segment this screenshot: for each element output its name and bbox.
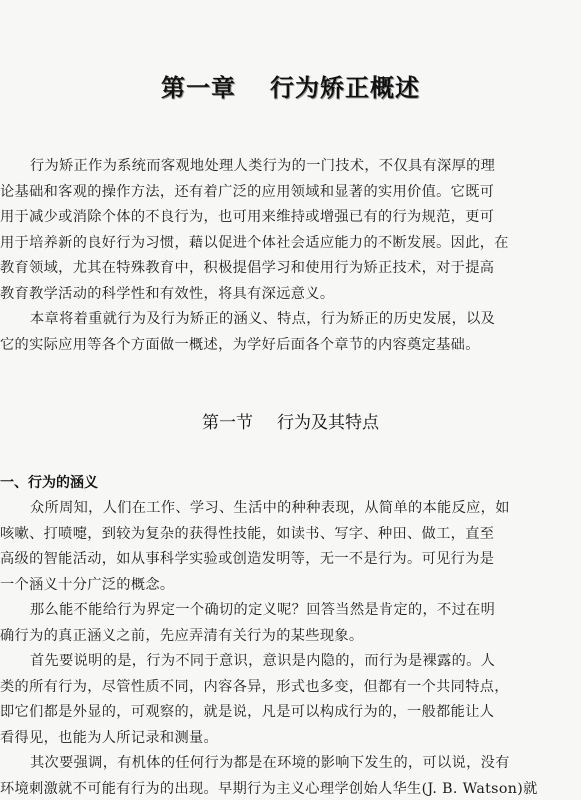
section-title (0, 408, 581, 433)
text-line: 其次要强调，有机体的任何行为都是在环境的影响下发生的，可以说，没有 (30, 755, 510, 771)
text-line: 看得见，也能为人所记录和测量。 (0, 729, 219, 746)
text-line: 众所周知，人们在工作、学习、生活中的种种表现，从简单的本能反应，如 (30, 500, 510, 516)
text-line: 行为矫正作为系统而客观地处理人类行为的一门技术，不仅具有深厚的理 (30, 158, 496, 174)
intro-paragraph-2 (0, 307, 581, 358)
subsection-title: 一、行为的涵义 (0, 475, 98, 491)
chapter-title (0, 68, 581, 103)
chapter-name: 行为矫正概述 (270, 74, 420, 102)
body-paragraph-2 (0, 598, 581, 649)
text-line: 咳嗽、打喷嚏，到较为复杂的获得性技能，如读书、写字、种田、做工，直至 (0, 525, 495, 542)
text-line: 它的实际应用等各个方面做一概述，为学好后面各个章节的内容奠定基础。 (0, 336, 480, 353)
body-paragraph-4 (0, 751, 581, 800)
text-line: 首先要说明的是，行为不同于意识，意识是内隐的，而行为是裸露的。人 (30, 653, 496, 669)
text-line: 高级的智能活动，如从事科学实验或创造发明等，无一不是行为。可见行为是 (0, 551, 495, 567)
text-line: 教育教学活动的科学性和有效性，将具有深远意义。 (0, 285, 335, 302)
chapter-number: 第一章 (161, 74, 236, 102)
intro-paragraph-1 (0, 154, 581, 307)
section-number: 第一节 (202, 413, 253, 433)
text-line: 那么能不能给行为界定一个确切的定义呢？回答当然是肯定的，不过在明 (30, 602, 496, 618)
text-line: 环境刺激就不可能有行为的出现。早期行为主义心理学创始人华生(J. B. Watson)就 (0, 780, 538, 797)
text-line: 即它们都是外显的，可观察的，就是说，凡是可以构成行为的，一般都能让人 (0, 704, 495, 720)
text-line: 类的所有行为，尽管性质不同，内容各异，形式也多变，但都有一个共同特点， (0, 678, 509, 695)
body-paragraph-3 (0, 649, 581, 751)
text-line: 用于培养新的良好行为习惯，藉以促进个体社会适应能力的不断发展。因此，在 (0, 234, 509, 251)
text-line: 确行为的真正涵义之前，先应弄清有关行为的某些现象。 (0, 627, 364, 644)
section-name: 行为及其特点 (277, 413, 379, 433)
body-paragraph-1 (0, 496, 581, 598)
text-line: 论基础和客观的操作方法，还有着广泛的应用领域和显著的实用价值。它既可 (0, 183, 495, 200)
text-line: 本章将着重就行为及行为矫正的涵义、特点，行为矫正的历史发展，以及 (30, 311, 496, 327)
text-line: 用于减少或消除个体的不良行为，也可用来维持或增强已有的行为规范，更可 (0, 209, 495, 225)
text-line: 一个涵义十分广泛的概念。 (0, 576, 175, 593)
text-line: 教育领域，尤其在特殊教育中，积极提倡学习和使用行为矫正技术，对于提高 (0, 260, 495, 276)
